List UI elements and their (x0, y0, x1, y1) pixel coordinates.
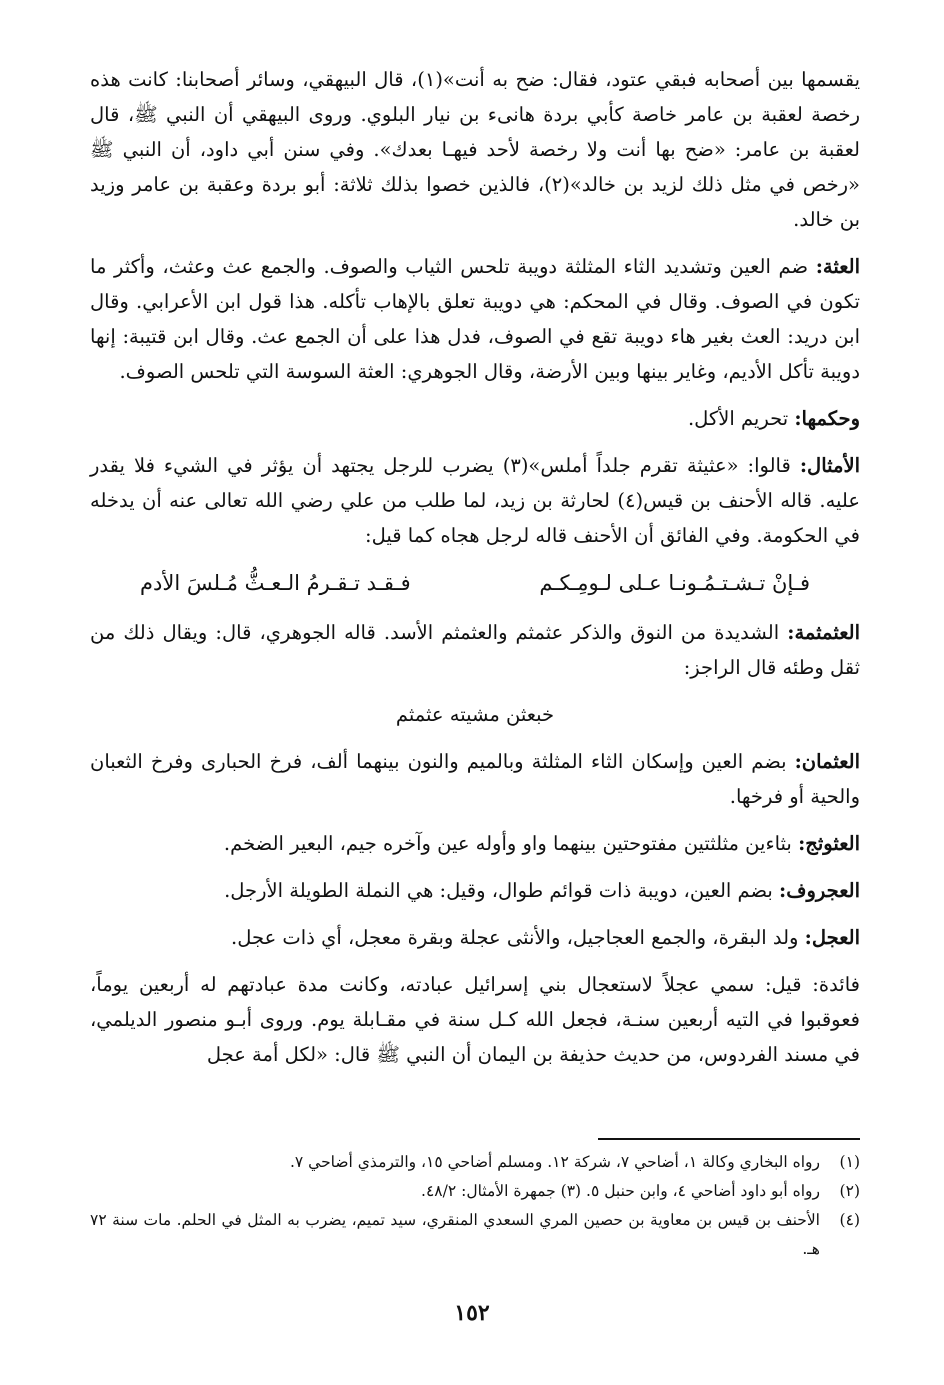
page-number: ١٥٢ (454, 1300, 490, 1326)
rajaz-line: خبعثن مشيته عثمثم (395, 703, 555, 726)
entry-athamsham (90, 615, 860, 685)
entry-text: بضم العين، دويبة ذات قوائم طوال، وقيل: هي النملة الطويلة الأرجل. (224, 879, 780, 902)
footnote-divider (598, 1138, 860, 1140)
entry-text: بثاءين مثلثتين مفتوحتين بينهما واو وأوله عين وآخره جيم، البعير الضخم. (223, 832, 799, 855)
footnote-text: رواه أبو داود أضاحي ٤، وابن حنبل ٥. (٣) جمهرة الأمثال: ٤٨/٢. (421, 1182, 820, 1200)
entry-text: الشديدة من النوق والذكر عثمثم والعثمثم الأسد. قاله الجوهري، قال: ويقال ذلك من ثقل وطئه قال الراجز: (90, 621, 860, 679)
verse-first-hemistich: فـإنْ تـشـتـمُـونـا عـلى لـومِـكـم (539, 571, 810, 595)
footnote-number: (١) (839, 1153, 860, 1171)
entry-term: وحكمها: (794, 407, 860, 430)
entry-term: العجروف: (779, 879, 860, 902)
footnote-item (90, 1148, 860, 1177)
entry-proverbs (90, 448, 860, 553)
entry-term: العثمان: (794, 750, 860, 773)
entry-uthawthaj (90, 826, 860, 861)
entry-ujruf (90, 873, 860, 908)
verse-second-hemistich: فـقـد تـقـرمُ الـعـثُّ مُـلسَ الأدم (140, 571, 411, 595)
entry-ruling (90, 401, 860, 436)
entry-text: تحريم الأكل. (687, 407, 795, 430)
poetry-verse (140, 565, 810, 601)
footnotes (90, 1148, 860, 1264)
footnote-number: (٢) (839, 1182, 860, 1200)
footnote-text: الأحنف بن قيس بن معاوية بن حصين المري السعدي المنقري، سيد تميم، يضرب به المثل في الحلم. مات سنة ٧٢ هـ. (90, 1211, 820, 1258)
entry-text: قالوا: «عثيثة تقرم جلداً أملس»(٣) يضرب للرجل يجتهد أن يؤثر في الشيء فلا يقدر عليه. قاله الأحنف بن قيس(٤) لحارثة بن زيد، لما طلب من علي رضي الله تعالى عنه أن يدخله في الحكومة. وفي الفائق أن الأحنف قاله لرجل هجاه كما قيل: (90, 454, 860, 547)
entry-text: ولد البقرة، والجمع العجاجيل، والأنثى عجلة وبقرة معجل، أي ذات عجل. (231, 926, 805, 949)
entry-uthman (90, 744, 860, 814)
page-body (90, 62, 860, 1084)
benefit-paragraph (90, 967, 860, 1072)
entry-ijl (90, 920, 860, 955)
entry-text: فائدة: قيل: سمي عجلاً لاستعجال بني إسرائيل عبادته، وكانت مدة عبادتهم له أربعين يوماً، فعوقبوا في التيه أربعين سنـة، فجعل الله كـل سنة في مقـابلة يوم. وروى أبـو منصور الديلمي، في مسند الفردوس، من حديث حذيفة بن اليمان أن النبي ﷺ قال: «لكل أمة عجل (90, 973, 861, 1066)
footnote-text: رواه البخاري وكالة ١، أضاحي ٧، شركة ١٢. ومسلم أضاحي ١٥، والترمذي أضاحي ٧. (289, 1153, 820, 1171)
entry-aththa (90, 249, 860, 389)
entry-term: العثوثج: (798, 832, 860, 855)
footnote-item (90, 1206, 860, 1264)
entry-term: العجل: (804, 926, 860, 949)
footnote-item (90, 1177, 860, 1206)
entry-text: بضم العين وإسكان الثاء المثلثة وبالميم والنون بينهما ألف، فرخ الحبارى وفرخ الثعبان والحية أو فرخها. (90, 750, 860, 808)
entry-term: العثة: (815, 255, 860, 278)
entry-text: ضم العين وتشديد الثاء المثلثة دويبة تلحس الثياب والصوف. والجمع عث وعثث، وأكثر ما تكون في الصوف. وقال في المحكم: هي دويبة تعلق بالإهاب تأكله. هذا قول ابن الأعرابي. وقال ابن دريد: العث بغير هاء دويبة تقع في الصوف، فدل هذا على أن الجمع عث. وقال ابن قتيبة: إنها دويبة تأكل الأديم، وغاير بينها وبين الأرضة، وقال الجوهري: العثة السوسة التي تلحس الصوف. (90, 255, 860, 383)
entry-term: العثمثمة: (787, 621, 860, 644)
footnote-number: (٤) (839, 1211, 860, 1229)
entry-term: الأمثال: (799, 454, 861, 477)
intro-paragraph: يقسمها بين أصحابه فبقي عتود، فقال: ضح به أنت»(١)، قال البيهقي، وسائر أصحابنا: كانت هذه رخصة لعقبة بن عامر خاصة كأبي بردة هانىء بن نيار البلوي. وروى البيهقي أن النبي ﷺ، قال لعقبة بن عامر: «ضح بها أنت ولا رخصة لأحد فيهـا بعدك». وفي سنن أبي داود، أن النبي ﷺ «رخص في مثل ذلك لزيد بن خالد»(٢)، فالذين خصوا بذلك ثلاثة: أبو بردة وعقبة بن عامر وزيد بن خالد. (90, 68, 861, 231)
